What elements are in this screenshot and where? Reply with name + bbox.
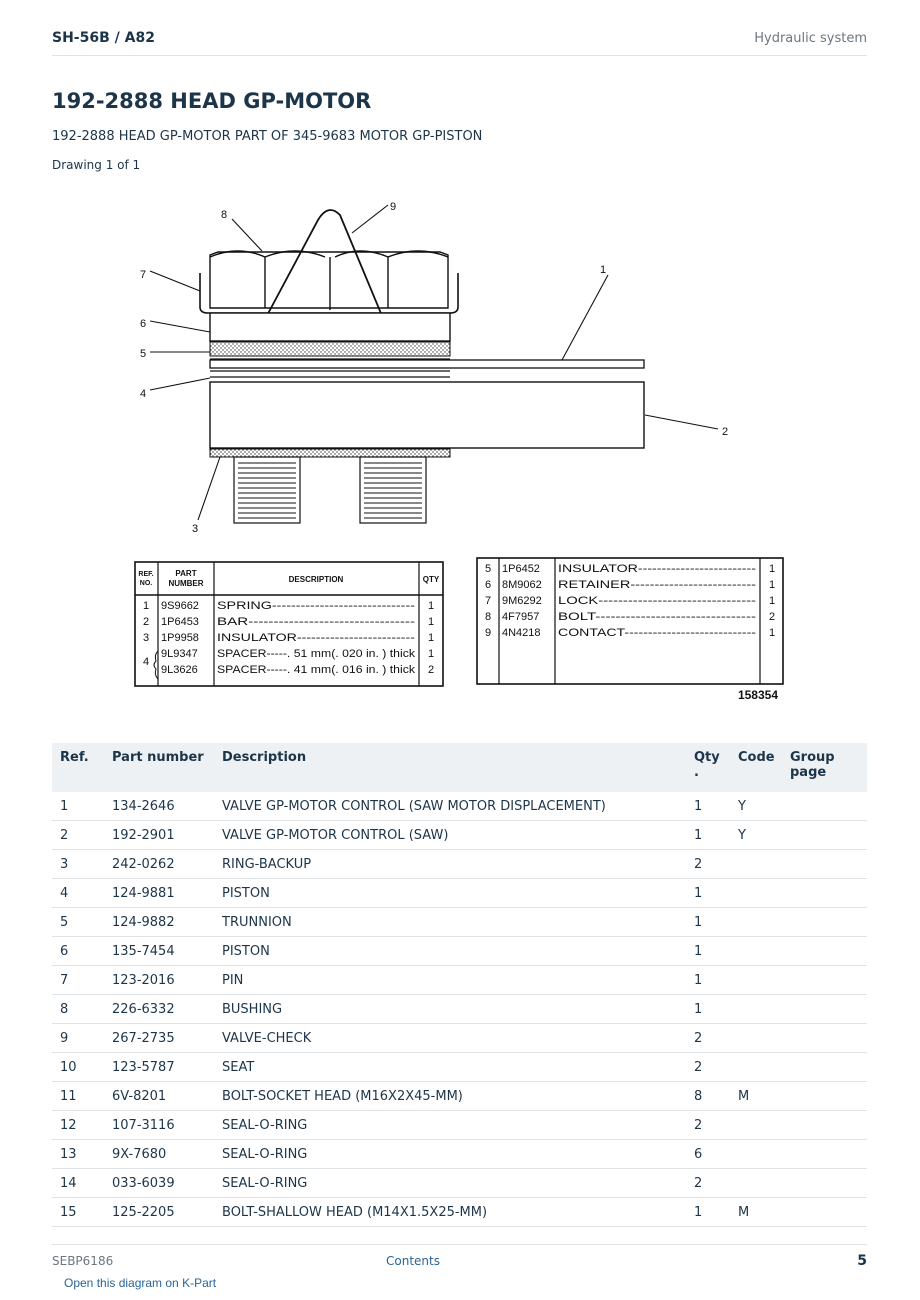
cell-ref: 14: [52, 1169, 104, 1198]
cell-code: Y: [730, 792, 782, 821]
cell-description: BOLT-SOCKET HEAD (M16X2X45-MM): [214, 1082, 686, 1111]
cell-part-number: 9X-7680: [104, 1140, 214, 1169]
table-row: [52, 937, 867, 966]
legend-right-part: 1P6452: [502, 563, 540, 575]
legend-right-qty: 2: [768, 611, 776, 623]
table-row: [52, 1024, 867, 1053]
table-row: [52, 966, 867, 995]
cell-group-page: [782, 821, 867, 850]
cell-qty: 1: [686, 792, 730, 821]
cell-group-page: [782, 995, 867, 1024]
page-title: 192-2888 HEAD GP-MOTOR: [52, 89, 372, 113]
cell-description: RING-BACKUP: [214, 850, 686, 879]
table-row: [52, 995, 867, 1024]
legend-right-qty: 1: [768, 579, 776, 591]
cell-code: [730, 1024, 782, 1053]
table-row: [52, 1111, 867, 1140]
legend-right-desc: INSULATOR-------------------------: [558, 563, 757, 575]
table-row: [52, 1198, 867, 1227]
bar: [210, 360, 644, 368]
cell-qty: 1: [686, 995, 730, 1024]
drawing-number: 158354: [737, 688, 778, 702]
callout-4: 4: [140, 388, 147, 400]
legend-left-qty: 1: [427, 648, 435, 660]
legend-header-part-top: PART: [175, 569, 197, 578]
legend-right-ref: 5: [484, 563, 492, 575]
legend-left-ref: 3: [142, 632, 150, 644]
legend-left-part: 9S9662: [161, 600, 199, 612]
cell-code: [730, 995, 782, 1024]
insulator-upper: [210, 342, 450, 356]
cell-part-number: 124-9882: [104, 908, 214, 937]
legend-right-desc: BOLT--------------------------------: [558, 611, 757, 623]
cell-qty: 1: [686, 937, 730, 966]
contents-link[interactable]: Contents: [386, 1254, 440, 1268]
cell-description: BOLT-SHALLOW HEAD (M14X1.5X25-MM): [214, 1198, 686, 1227]
table-row: [52, 879, 867, 908]
cell-code: [730, 1053, 782, 1082]
cell-part-number: 6V-8201: [104, 1082, 214, 1111]
cell-qty: 2: [686, 850, 730, 879]
cell-qty: 1: [686, 879, 730, 908]
legend-left-desc: SPACER-----. 41 mm(. 016 in. ) thick: [217, 664, 416, 676]
upper-plate: [210, 313, 450, 341]
cell-group-page: [782, 792, 867, 821]
col-ref: Ref.: [52, 743, 104, 792]
cell-part-number: 242-0262: [104, 850, 214, 879]
cell-ref: 12: [52, 1111, 104, 1140]
cell-group-page: [782, 966, 867, 995]
cell-code: [730, 850, 782, 879]
legend-left-qty: 1: [427, 600, 435, 612]
table-row: [52, 850, 867, 879]
cell-group-page: [782, 1140, 867, 1169]
cell-code: Y: [730, 821, 782, 850]
cell-description: VALVE-CHECK: [214, 1024, 686, 1053]
table-row: [52, 821, 867, 850]
legend-right-part: 9M6292: [502, 595, 542, 607]
cell-qty: 8: [686, 1082, 730, 1111]
cell-qty: 6: [686, 1140, 730, 1169]
cell-description: TRUNNION: [214, 908, 686, 937]
callout-5: 5: [140, 348, 147, 360]
callout-9: 9: [390, 201, 397, 213]
legend-left-part: 1P9958: [161, 632, 199, 644]
cell-description: VALVE GP-MOTOR CONTROL (SAW MOTOR DISPLACEMENT): [214, 792, 686, 821]
cell-group-page: [782, 1111, 867, 1140]
cell-code: [730, 966, 782, 995]
document-id: SEBP6186: [52, 1254, 114, 1268]
legend-right-ref: 6: [484, 579, 492, 591]
legend-left-qty: 1: [427, 616, 435, 628]
cell-part-number: 123-5787: [104, 1053, 214, 1082]
cell-description: PIN: [214, 966, 686, 995]
callout-1: 1: [600, 264, 607, 276]
cell-code: [730, 879, 782, 908]
table-row: [52, 1169, 867, 1198]
legend-left-desc: SPACER-----. 51 mm(. 020 in. ) thick: [217, 648, 416, 660]
cell-part-number: 226-6332: [104, 995, 214, 1024]
legend-left-desc: BAR---------------------------------: [217, 616, 416, 628]
legend-right-ref: 9: [484, 627, 492, 639]
legend-left-ref: 2: [142, 616, 150, 628]
cell-ref: 11: [52, 1082, 104, 1111]
cell-qty: 1: [686, 1198, 730, 1227]
legend-right-desc: LOCK--------------------------------: [558, 595, 757, 607]
cell-part-number: 124-9881: [104, 879, 214, 908]
legend-right-desc: CONTACT----------------------------: [558, 627, 757, 639]
insulator-lower: [210, 449, 450, 457]
cell-group-page: [782, 1169, 867, 1198]
cell-group-page: [782, 1053, 867, 1082]
table-row: [52, 1082, 867, 1111]
cell-ref: 3: [52, 850, 104, 879]
cell-group-page: [782, 1082, 867, 1111]
legend-right-desc: RETAINER--------------------------: [558, 579, 757, 591]
cell-part-number: 125-2205: [104, 1198, 214, 1227]
section-label: Hydraulic system: [754, 31, 867, 46]
callout-8: 8: [221, 209, 228, 221]
legend-left-ref: 1: [142, 600, 150, 612]
cell-qty: 1: [686, 908, 730, 937]
cell-part-number: 267-2735: [104, 1024, 214, 1053]
page-footer: [52, 1244, 867, 1275]
callout-6: 6: [140, 318, 147, 330]
cell-group-page: [782, 1024, 867, 1053]
bolt-heads: [210, 251, 448, 308]
cell-code: [730, 1169, 782, 1198]
cell-qty: 1: [686, 966, 730, 995]
cell-description: SEAL-O-RING: [214, 1169, 686, 1198]
cell-part-number: 134-2646: [104, 792, 214, 821]
cell-qty: 2: [686, 1053, 730, 1082]
legend-left-desc: INSULATOR-------------------------: [217, 632, 416, 644]
contact-block: [210, 382, 644, 448]
cell-description: PISTON: [214, 879, 686, 908]
legend-right-ref: 8: [484, 611, 492, 623]
cell-group-page: [782, 937, 867, 966]
page-number: 5: [857, 1253, 867, 1269]
legend-left-ref: 4: [142, 656, 150, 668]
threaded-studs: [234, 457, 426, 523]
cell-description: SEAL-O-RING: [214, 1140, 686, 1169]
cell-ref: 8: [52, 995, 104, 1024]
legend-header-qty: QTY: [422, 575, 440, 584]
col-qty: Qty .: [686, 743, 730, 792]
cell-ref: 2: [52, 821, 104, 850]
table-row: [52, 908, 867, 937]
cell-code: [730, 1111, 782, 1140]
table-row: [52, 792, 867, 821]
cell-qty: 2: [686, 1111, 730, 1140]
callout-2: 2: [722, 426, 729, 438]
legend-left-qty: 2: [427, 664, 435, 676]
callout-7: 7: [140, 269, 147, 281]
col-group-page: Group page: [782, 743, 867, 792]
table-row: [52, 1053, 867, 1082]
cell-part-number: 135-7454: [104, 937, 214, 966]
parts-table-header: [52, 743, 867, 792]
legend-left-desc: SPRING------------------------------: [217, 600, 416, 612]
cell-description: PISTON: [214, 937, 686, 966]
cell-group-page: [782, 1198, 867, 1227]
cell-ref: 9: [52, 1024, 104, 1053]
cell-group-page: [782, 879, 867, 908]
cell-code: [730, 937, 782, 966]
legend-right-qty: 1: [768, 627, 776, 639]
legend-header-ref-bottom: NO.: [139, 580, 153, 587]
legend-right-part: 8M9062: [502, 579, 542, 591]
legend-right-part: 4F7957: [502, 611, 540, 623]
legend-table-left: [135, 562, 443, 686]
page-header: [52, 28, 867, 56]
cell-ref: 4: [52, 879, 104, 908]
cell-group-page: [782, 850, 867, 879]
legend-right-qty: 1: [768, 563, 776, 575]
cell-part-number: 033-6039: [104, 1169, 214, 1198]
page-subtitle: 192-2888 HEAD GP-MOTOR PART OF 345-9683 MOTOR GP-PISTON: [52, 129, 483, 144]
legend-left-part: 9L9347: [161, 648, 198, 660]
cell-description: SEAL-O-RING: [214, 1111, 686, 1140]
col-part-number: Part number: [104, 743, 214, 792]
cell-part-number: 192-2901: [104, 821, 214, 850]
drawing-label: Drawing 1 of 1: [52, 158, 141, 172]
cell-ref: 7: [52, 966, 104, 995]
cell-qty: 2: [686, 1169, 730, 1198]
cell-code: [730, 1140, 782, 1169]
legend-header-description: DESCRIPTION: [288, 575, 344, 584]
legend-right-qty: 1: [768, 595, 776, 607]
cell-code: M: [730, 1198, 782, 1227]
cell-ref: 1: [52, 792, 104, 821]
cell-ref: 10: [52, 1053, 104, 1082]
legend-right-part: 4N4218: [502, 627, 541, 639]
legend-left-part: 9L3626: [161, 664, 198, 676]
cell-ref: 15: [52, 1198, 104, 1227]
cell-group-page: [782, 908, 867, 937]
model-label: SH-56B / A82: [52, 30, 155, 46]
legend-right-ref: 7: [484, 595, 492, 607]
legend-table-right: [477, 558, 783, 702]
cell-description: SEAT: [214, 1053, 686, 1082]
cell-part-number: 107-3116: [104, 1111, 214, 1140]
callout-3: 3: [192, 523, 199, 535]
table-row: [52, 1140, 867, 1169]
cell-part-number: 123-2016: [104, 966, 214, 995]
parts-diagram: [120, 195, 800, 710]
cell-code: [730, 908, 782, 937]
cell-qty: 2: [686, 1024, 730, 1053]
cell-qty: 1: [686, 821, 730, 850]
cell-description: VALVE GP-MOTOR CONTROL (SAW): [214, 821, 686, 850]
cell-ref: 6: [52, 937, 104, 966]
col-code: Code: [730, 743, 782, 792]
col-description: Description: [214, 743, 686, 792]
legend-left-part: 1P6453: [161, 616, 199, 628]
cell-code: M: [730, 1082, 782, 1111]
kpart-link[interactable]: Open this diagram on K-Part: [64, 1276, 217, 1290]
cell-ref: 5: [52, 908, 104, 937]
legend-left-qty: 1: [427, 632, 435, 644]
legend-header-part-bottom: NUMBER: [168, 579, 204, 588]
legend-header-ref-top: REF.: [138, 571, 154, 578]
parts-table: [52, 743, 867, 1227]
cell-description: BUSHING: [214, 995, 686, 1024]
cell-ref: 13: [52, 1140, 104, 1169]
